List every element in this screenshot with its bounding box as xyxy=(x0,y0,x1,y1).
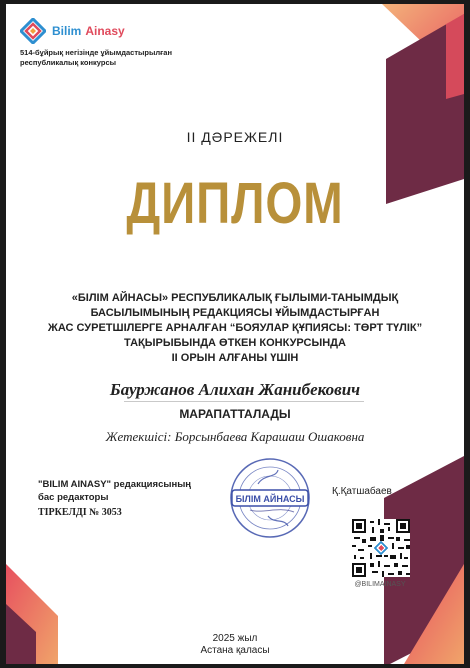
footer-date-place xyxy=(6,633,464,657)
stamp-text: БІЛІМ АЙНАСЫ xyxy=(235,494,305,504)
description-line: ЖАС СУРЕТШІЛЕРГЕ АРНАЛҒАН “БОЯУЛАР ҚҰПИЯСЫ: ТӨРТ ТҮЛІК” xyxy=(47,322,423,334)
social-handle: @BILIMAINASY xyxy=(354,581,406,588)
logo-word-bilim: Bilim xyxy=(52,24,82,38)
awards-label: МАРАПАТТАЛАДЫ xyxy=(179,407,291,421)
recipient-underline xyxy=(124,401,364,402)
org-logo-text xyxy=(52,24,125,38)
bilim-ainasy-logo-icon xyxy=(20,18,46,44)
footer-city: Астана қаласы xyxy=(200,645,270,656)
editor-line: бас редакторы xyxy=(38,492,109,503)
description-line: «БІЛІМ АЙНАСЫ» РЕСПУБЛИКАЛЫҚ ҒЫЛЫМИ-ТАНЫМДЫҚ xyxy=(71,292,399,304)
award-description xyxy=(36,291,434,366)
footer-year: 2025 жыл xyxy=(212,633,258,644)
org-subtitle: 514-бұйрық негізінде ұйымдастырылған республикалық конкурсы xyxy=(20,48,173,67)
supervisor-name: Жетекшісі: Борсынбаева Карашаш Ошаковна xyxy=(105,429,365,444)
registration-number: ТІРКЕЛДІ № 3053 xyxy=(38,507,122,518)
diploma-page xyxy=(6,4,464,664)
official-stamp-icon xyxy=(228,456,312,540)
recipient-name: Бауржанов Алихан Жанибекович xyxy=(109,380,361,399)
logo-word-ainasy: Ainasy xyxy=(85,24,125,38)
editor-line: "BILIM AINASY" редакциясының xyxy=(38,479,192,490)
qr-code-icon[interactable] xyxy=(352,519,410,577)
description-line: II ОРЫН АЛҒАНЫ ҮШІН xyxy=(171,352,299,364)
editor-title xyxy=(38,478,191,504)
top-right-coral-band xyxy=(446,14,464,99)
signer-name: Қ.Қатшабаев xyxy=(332,486,392,497)
description-line: ТАҚЫРЫБЫНДА ӨТКЕН КОНКУРСЫНДА xyxy=(124,337,346,349)
diploma-title: ДИПЛОМ xyxy=(126,171,344,236)
diploma-degree: II ДӘРЕЖЕЛІ xyxy=(186,129,284,145)
description-line: БАСЫЛЫМЫНЫҢ РЕДАКЦИЯСЫ ҰЙЫМДАСТЫРҒАН xyxy=(90,307,380,319)
